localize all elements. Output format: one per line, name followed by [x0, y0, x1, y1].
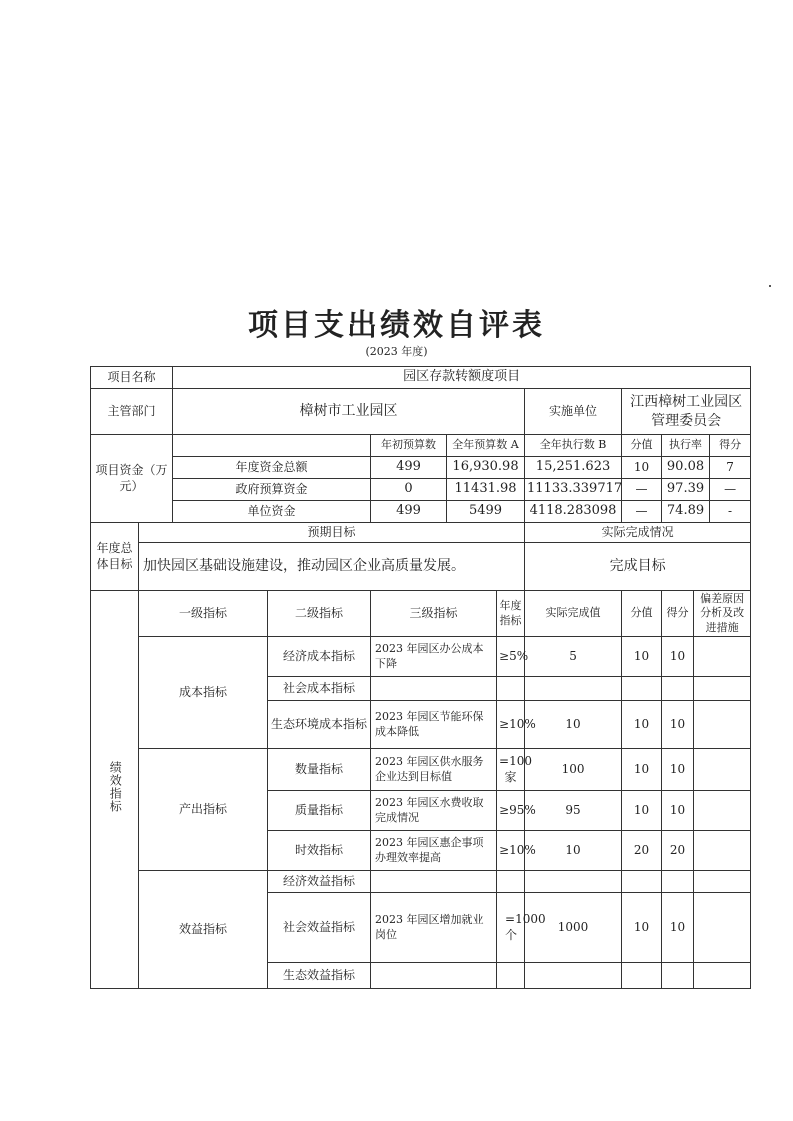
- ind-level3: [371, 677, 497, 701]
- ind-score: 10: [662, 893, 694, 963]
- funds-row-annual: 16,930.98: [447, 457, 525, 479]
- funds-row-executed: 15,251.623: [525, 457, 622, 479]
- ind-score: 10: [662, 791, 694, 831]
- ind-score-value: 10: [622, 893, 662, 963]
- ind-actual: [525, 677, 622, 701]
- funds-row-exec-rate: 90.08: [662, 457, 710, 479]
- ind-score: [662, 677, 694, 701]
- ind-level2: 社会效益指标: [268, 893, 371, 963]
- ind-header-score: 得分: [662, 591, 694, 637]
- ind-score: [662, 871, 694, 893]
- ind-target: [497, 677, 525, 701]
- ind-target: =100家: [497, 749, 525, 791]
- ind-deviation: [694, 749, 751, 791]
- ind-target: [497, 871, 525, 893]
- ind-target: ≥95%: [497, 791, 525, 831]
- goals-actual-label: 实际完成情况: [525, 523, 751, 543]
- funds-header-score: 得分: [710, 435, 751, 457]
- ind-level2: 时效指标: [268, 831, 371, 871]
- ind-actual: 1000: [525, 893, 622, 963]
- ind-score-value: [622, 677, 662, 701]
- ind-deviation: [694, 871, 751, 893]
- ind-score-value: 10: [622, 749, 662, 791]
- dept-label: 主管部门: [91, 389, 173, 435]
- ind-actual: 100: [525, 749, 622, 791]
- funds-row-score: 7: [710, 457, 751, 479]
- funds-row-exec-rate: 74.89: [662, 501, 710, 523]
- ind-level3: 2023 年园区节能环保成本降低: [371, 701, 497, 749]
- ind-level2: 生态环境成本指标: [268, 701, 371, 749]
- ind-score-value: 10: [622, 637, 662, 677]
- funds-row-score-value: 10: [622, 457, 662, 479]
- ind-actual: 10: [525, 701, 622, 749]
- ind-score: 20: [662, 831, 694, 871]
- ind-score: 10: [662, 749, 694, 791]
- funds-row-name: 政府预算资金: [173, 479, 371, 501]
- ind-actual: [525, 871, 622, 893]
- dept-name: 樟树市工业园区: [173, 389, 525, 435]
- funds-row-exec-rate: 97.39: [662, 479, 710, 501]
- ind-level2: 质量指标: [268, 791, 371, 831]
- funds-row-score: —: [710, 479, 751, 501]
- ind-level3: 2023 年园区办公成本下降: [371, 637, 497, 677]
- funds-row-initial: 499: [371, 501, 447, 523]
- ind-score: 10: [662, 701, 694, 749]
- ind-score-value: [622, 871, 662, 893]
- funds-header-score-value: 分值: [622, 435, 662, 457]
- ind-header-deviation: 偏差原因分析及改进措施: [694, 591, 751, 637]
- ind-header-score-value: 分值: [622, 591, 662, 637]
- ind-header-actual: 实际完成值: [525, 591, 622, 637]
- ind-target: [497, 963, 525, 989]
- funds-header-annual: 全年预算数 A: [447, 435, 525, 457]
- ind-score: [662, 963, 694, 989]
- funds-row-name: 单位资金: [173, 501, 371, 523]
- document-title: 项目支出绩效自评表: [248, 308, 545, 343]
- ind-group-name: 产出指标: [139, 749, 268, 871]
- funds-row-score-value: —: [622, 501, 662, 523]
- indicators-label: [91, 591, 139, 989]
- ind-deviation: [694, 637, 751, 677]
- indicators-label-text: 绩效指标: [108, 761, 123, 814]
- funds-row-executed: 11133.339717: [525, 479, 622, 501]
- ind-level3: 2023 年园区增加就业岗位: [371, 893, 497, 963]
- ind-level2: 经济成本指标: [268, 637, 371, 677]
- ind-score-value: 20: [622, 831, 662, 871]
- ind-actual: [525, 963, 622, 989]
- ind-level2: 社会成本指标: [268, 677, 371, 701]
- ind-target: ≥10%: [497, 701, 525, 749]
- funds-label: 项目资金（万元）: [91, 435, 173, 523]
- funds-header-executed: 全年执行数 B: [525, 435, 622, 457]
- ind-header-target: 年度指标: [497, 591, 525, 637]
- ind-group-name: 效益指标: [139, 871, 268, 989]
- ind-group-name: 成本指标: [139, 637, 268, 749]
- ind-score-value: 10: [622, 791, 662, 831]
- funds-row-score-value: —: [622, 479, 662, 501]
- ind-level3: 2023 年园区惠企事项办理效率提高: [371, 831, 497, 871]
- ind-level2: 生态效益指标: [268, 963, 371, 989]
- document-year: (2023 年度): [365, 345, 428, 358]
- ind-target: ≥10%: [497, 831, 525, 871]
- ind-level2: 数量指标: [268, 749, 371, 791]
- funds-row-initial: 0: [371, 479, 447, 501]
- funds-row-annual: 11431.98: [447, 479, 525, 501]
- goals-expected-text: 加快园区基础设施建设，推动园区企业高质量发展。: [139, 543, 525, 591]
- ind-target: =1000个: [497, 893, 525, 963]
- impl-name: 江西樟树工业园区管理委员会: [622, 389, 751, 435]
- ind-level3: 2023 年园区水费收取完成情况: [371, 791, 497, 831]
- ind-header-level2: 二级指标: [268, 591, 371, 637]
- ind-score: 10: [662, 637, 694, 677]
- funds-row-annual: 5499: [447, 501, 525, 523]
- ind-actual: 95: [525, 791, 622, 831]
- goals-label: 年度总体目标: [91, 523, 139, 591]
- ind-level3: [371, 963, 497, 989]
- ind-score-value: [622, 963, 662, 989]
- ind-deviation: [694, 831, 751, 871]
- performance-table: [90, 366, 751, 989]
- goals-actual-text: 完成目标: [525, 543, 751, 591]
- ind-level3: 2023 年园区供水服务企业达到目标值: [371, 749, 497, 791]
- ind-score-value: 10: [622, 701, 662, 749]
- ind-deviation: [694, 791, 751, 831]
- ind-level2: 经济效益指标: [268, 871, 371, 893]
- funds-row-name: 年度资金总额: [173, 457, 371, 479]
- ind-level3: [371, 871, 497, 893]
- impl-label: 实施单位: [525, 389, 622, 435]
- project-name: 园区存款转额度项目: [173, 367, 751, 389]
- ind-target: ≥5%: [497, 637, 525, 677]
- funds-header-exec-rate: 执行率: [662, 435, 710, 457]
- ind-header-level3: 三级指标: [371, 591, 497, 637]
- project-name-label: 项目名称: [91, 367, 173, 389]
- funds-row-initial: 499: [371, 457, 447, 479]
- goals-expected-label: 预期目标: [139, 523, 525, 543]
- ind-actual: 10: [525, 831, 622, 871]
- funds-header-blank: [173, 435, 371, 457]
- ind-actual: 5: [525, 637, 622, 677]
- ind-deviation: [694, 893, 751, 963]
- funds-row-score: -: [710, 501, 751, 523]
- funds-row-executed: 4118.283098: [525, 501, 622, 523]
- funds-header-initial: 年初预算数: [371, 435, 447, 457]
- scan-speck: [769, 285, 771, 287]
- ind-header-level1: 一级指标: [139, 591, 268, 637]
- ind-deviation: [694, 701, 751, 749]
- ind-deviation: [694, 677, 751, 701]
- ind-deviation: [694, 963, 751, 989]
